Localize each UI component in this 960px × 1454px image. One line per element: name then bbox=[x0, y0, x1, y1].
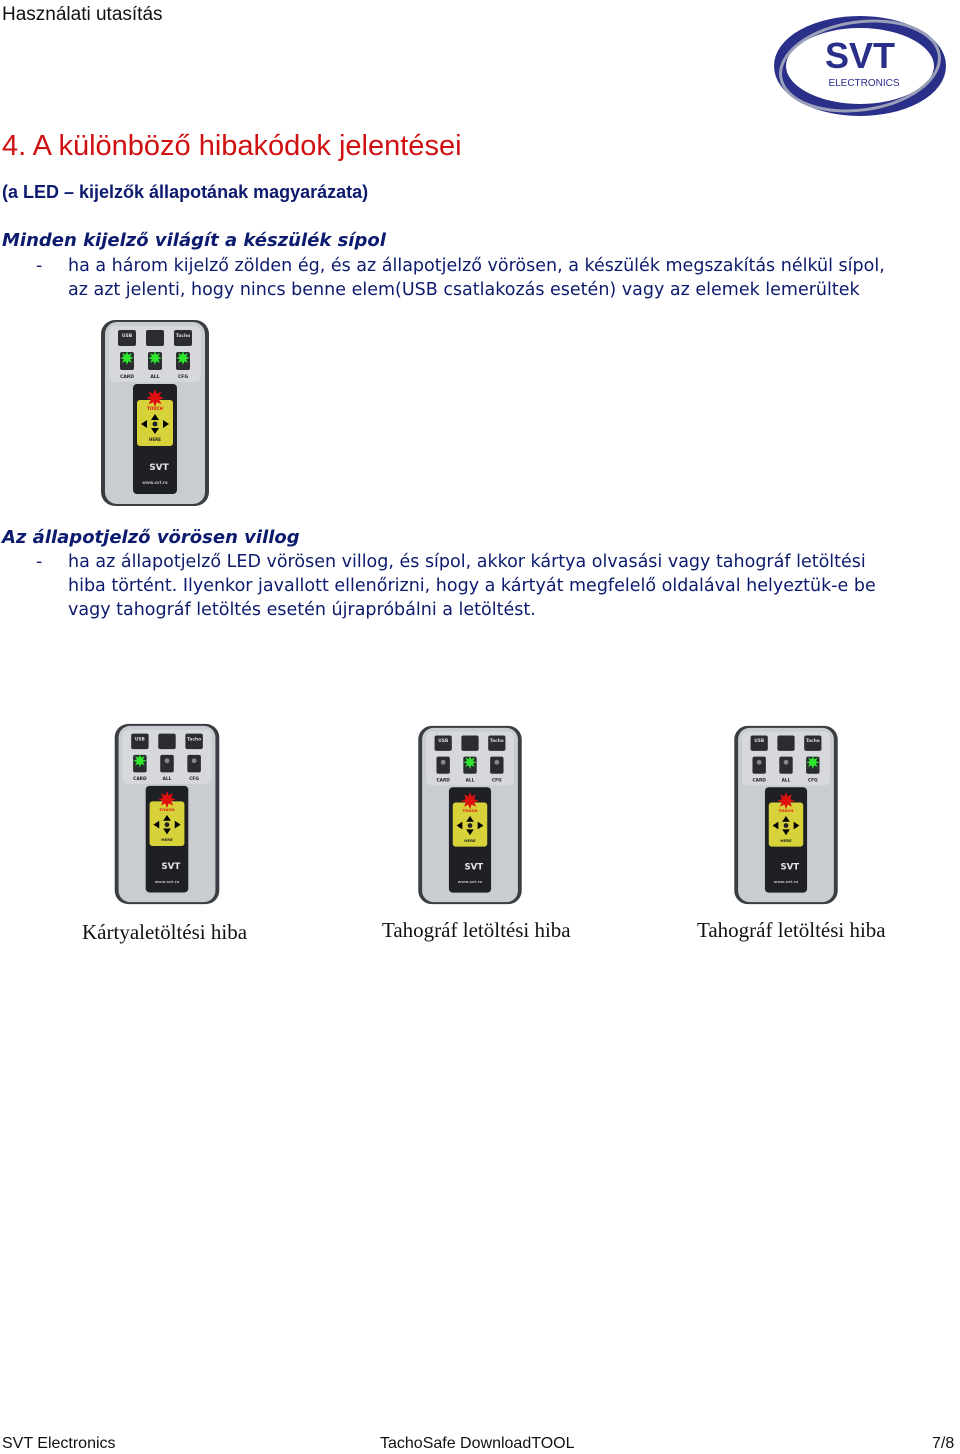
caption-card-error: Kártyaletöltési hiba bbox=[82, 920, 248, 944]
device-icon-tile bbox=[146, 330, 164, 346]
device-here-label: HERE bbox=[780, 837, 792, 843]
device-usb-label: USB bbox=[438, 739, 449, 745]
device-cfg-label: CFG bbox=[808, 778, 818, 784]
device-touch-label: TOUCH bbox=[778, 808, 794, 814]
device-status-led-red bbox=[777, 792, 794, 809]
device-led-green bbox=[148, 351, 162, 365]
block1-line2: az azt jelenti, hogy nincs benne elem(USB csatlakozás esetén) vagy az elemek lemerültek bbox=[68, 280, 860, 300]
block2-line2: hiba történt. Ilyenkor javallott ellenőrizni, hogy a kártyát megfelelő oldalával helyeztük-e be bbox=[68, 576, 876, 596]
device-url-label: www.svt.ro bbox=[773, 879, 799, 885]
footer-page: 7/8 bbox=[932, 1435, 955, 1452]
device-cfg-label: CFG bbox=[189, 777, 199, 783]
device-center-dot bbox=[784, 823, 789, 828]
device-icon-tile bbox=[461, 735, 478, 750]
device-brand-label: SVT bbox=[464, 862, 484, 873]
svt-logo bbox=[768, 10, 948, 122]
device-led-off bbox=[192, 758, 197, 763]
device-touch-label: TOUCH bbox=[159, 807, 175, 813]
logo-text: SVT bbox=[824, 35, 896, 76]
device-usb-label: USB bbox=[134, 737, 145, 743]
device-image-tacho-error-cfg bbox=[727, 724, 845, 906]
device-led-button bbox=[436, 757, 449, 774]
device-here-label: HERE bbox=[149, 437, 161, 442]
device-led-green bbox=[806, 756, 819, 769]
device-led-button bbox=[160, 755, 174, 772]
device-card-label: CARD bbox=[752, 778, 766, 784]
device-url-label: www.svt.ro bbox=[457, 879, 483, 885]
block1-dash: - bbox=[36, 256, 43, 276]
block2-title: Az állapotjelző vörösen villog bbox=[2, 527, 300, 548]
device-led-off bbox=[441, 760, 446, 765]
logo-subtext: ELECTRONICS bbox=[828, 78, 900, 89]
device-url-label: www.svt.ro bbox=[142, 480, 168, 485]
device-led-button bbox=[490, 757, 503, 774]
section-subtitle: (a LED – kijelzők állapotának magyarázata) bbox=[2, 182, 369, 202]
device-tacho-label: Tacho bbox=[187, 737, 202, 743]
device-all-label: ALL bbox=[162, 777, 172, 783]
device-all-label: ALL bbox=[150, 375, 160, 380]
device-card-label: CARD bbox=[133, 777, 147, 783]
device-here-label: HERE bbox=[464, 837, 476, 843]
footer-left: SVT Electronics bbox=[2, 1435, 116, 1452]
device-cfg-label: CFG bbox=[177, 375, 189, 380]
device-card-label: CARD bbox=[120, 375, 134, 380]
device-tacho-label: Tacho bbox=[489, 739, 504, 745]
device-all-label: ALL bbox=[781, 778, 791, 784]
header-title: Használati utasítás bbox=[2, 4, 163, 25]
device-cfg-label: CFG bbox=[492, 778, 502, 784]
device-icon-tile bbox=[777, 735, 794, 750]
device-usb-label: USB bbox=[121, 334, 133, 339]
section-title: 4. A különböző hibakódok jelentései bbox=[2, 130, 462, 162]
device-led-off bbox=[784, 760, 789, 765]
device-led-button bbox=[779, 757, 792, 774]
device-status-led-red bbox=[158, 791, 175, 808]
device-status-led-red bbox=[146, 389, 164, 407]
device-url-label: www.svt.ro bbox=[154, 878, 180, 884]
device-led-button bbox=[752, 757, 765, 774]
device-led-off bbox=[165, 758, 170, 763]
footer-center: TachoSafe DownloadTOOL bbox=[380, 1435, 575, 1452]
device-touch-label: TOUCH bbox=[147, 406, 163, 411]
device-brand-label: SVT bbox=[161, 862, 181, 873]
device-here-label: HERE bbox=[161, 837, 173, 843]
device-brand-label: SVT bbox=[149, 463, 169, 473]
device-center-dot bbox=[468, 823, 473, 828]
device-led-green bbox=[176, 351, 190, 365]
block2-line3: vagy tahográf letöltés esetén újrapróbálni a letöltést. bbox=[68, 600, 536, 620]
block2-dash: - bbox=[36, 552, 43, 572]
caption-tacho-error-2: Tahográf letöltési hiba bbox=[697, 918, 886, 942]
device-icon-tile bbox=[158, 734, 175, 749]
device-brand-label: SVT bbox=[780, 862, 800, 873]
block1-line1: ha a három kijelző zölden ég, és az állapotjelző vörösen, a készülék megszakítás nélkül sípol, bbox=[68, 256, 885, 276]
device-center-dot bbox=[153, 422, 158, 427]
device-tacho-label: Tacho bbox=[175, 334, 191, 339]
caption-tacho-error-1: Tahográf letöltési hiba bbox=[382, 918, 571, 942]
device-tacho-label: Tacho bbox=[805, 739, 820, 745]
device-all-label: ALL bbox=[465, 778, 475, 784]
device-card-label: CARD bbox=[436, 778, 450, 784]
block2-line1: ha az állapotjelző LED vörösen villog, és sípol, akkor kártya olvasási vagy tahográf letöltési bbox=[68, 552, 866, 572]
block1-title: Minden kijelző világít a készülék sípol bbox=[2, 230, 386, 251]
device-image-tacho-error-all bbox=[411, 724, 529, 906]
device-led-button bbox=[187, 755, 201, 772]
device-status-led-red bbox=[461, 792, 478, 809]
device-touch-label: TOUCH bbox=[462, 808, 478, 814]
device-usb-label: USB bbox=[754, 739, 765, 745]
device-image-card-error bbox=[106, 722, 228, 906]
device-led-off bbox=[757, 760, 762, 765]
device-led-off bbox=[494, 760, 499, 765]
device-image-all bbox=[92, 318, 218, 508]
device-center-dot bbox=[165, 822, 170, 827]
